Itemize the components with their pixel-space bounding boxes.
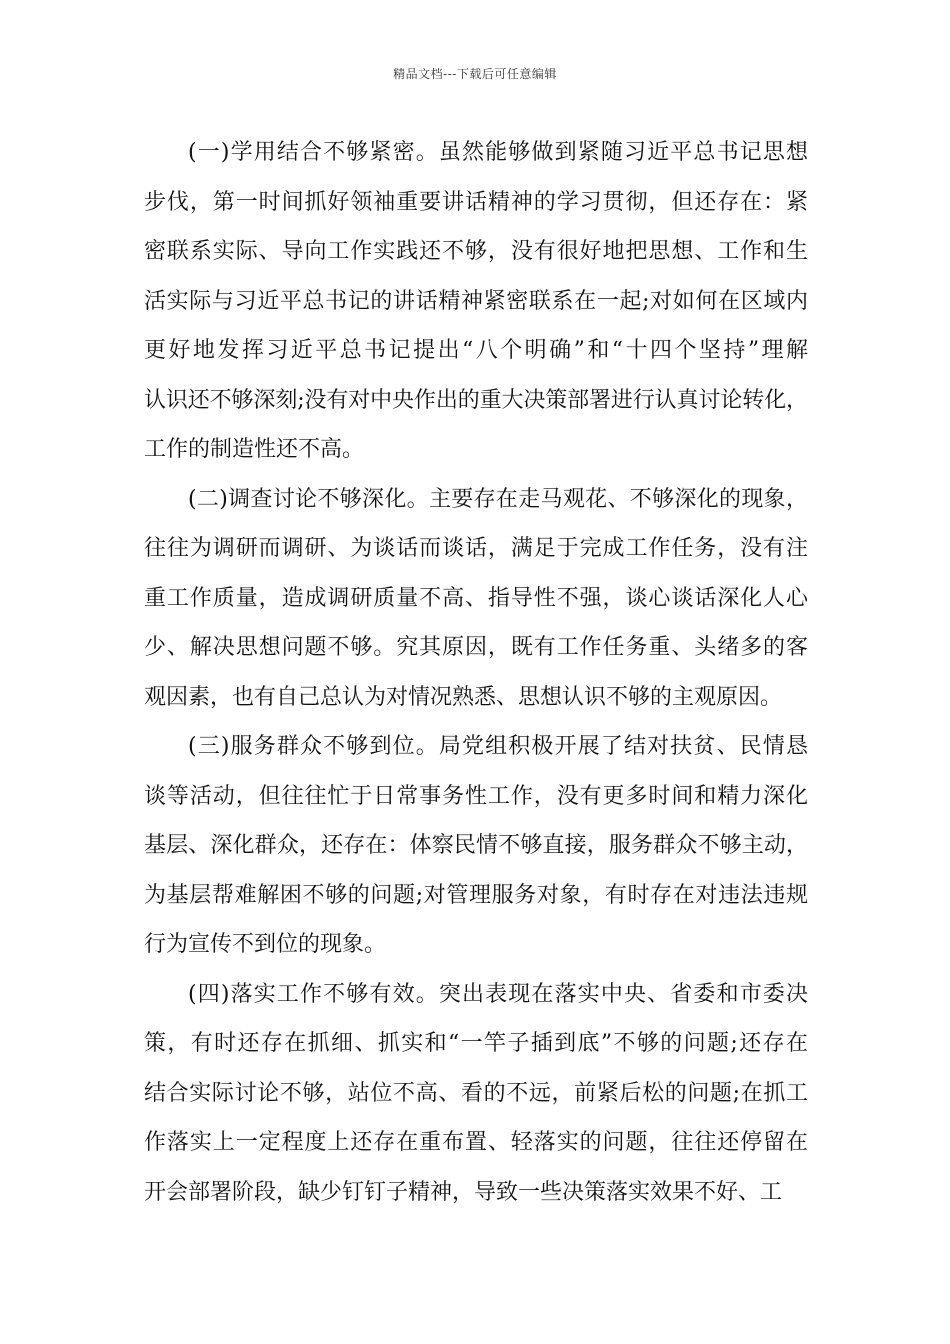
text-line: 往往为调研而调研、为谈话而谈话，满足于完成工作任务，没有注 xyxy=(144,536,809,561)
text-line: (四)落实工作不够有效。突出表现在落实中央、省委和市委决 xyxy=(188,981,810,1007)
paragraph-3 xyxy=(144,722,808,970)
text-line: 步伐，第一时间抓好领袖重要讲话精神的学习贯彻，但还存在：紧 xyxy=(144,189,809,215)
text-line: (三)服务群众不够到位。局党组积极开展了结对扶贫、民情恳 xyxy=(188,734,810,759)
paragraph-1 xyxy=(144,128,811,475)
text-line: 行为宣传不到位的现象。 xyxy=(144,932,387,957)
text-line: 活实际与习近平总书记的讲话精神紧密联系在一起;对如何在区域内 xyxy=(144,288,809,314)
text-line: 工作的制造性还不高。 xyxy=(144,437,365,462)
text-line: 少、解决思想问题不够。究其原因，既有工作任务重、头绪多的客 xyxy=(144,635,809,660)
text-line: (二)调查讨论不够深化。主要存在走马观花、不够深化的现象， xyxy=(188,486,809,512)
text-line: 开会部署阶段，缺少钉钉子精神，导致一些决策落实效果不好、工 xyxy=(144,1179,783,1205)
text-line: 重工作质量，造成调研质量不高、指导性不强，谈心谈话深化人心 xyxy=(144,585,809,611)
page-header: 精品文档---下载后可任意编辑 xyxy=(393,67,557,81)
document-body xyxy=(144,128,811,1217)
text-line: 密联系实际、导向工作实践还不够，没有很好地把思想、工作和生 xyxy=(144,239,809,264)
text-line: 作落实上一定程度上还存在重布置、轻落实的问题，往往还停留在 xyxy=(144,1130,809,1155)
text-line: 策，有时还存在抓细、抓实和“一竿子插到底”不够的问题;还存在 xyxy=(144,1031,810,1056)
text-line: 结合实际讨论不够，站位不高、看的不远，前紧后松的问题;在抓工 xyxy=(144,1080,809,1106)
text-line: 为基层帮难解困不够的问题;对管理服务对象，有时存在对违法违规 xyxy=(144,882,809,908)
text-line: 更好地发挥习近平总书记提出“八个明确”和“十四个坚持”理解 xyxy=(144,338,811,363)
text-line: (一)学用结合不够紧密。虽然能够做到紧随习近平总书记思想 xyxy=(188,140,810,165)
text-line: 认识还不够深刻;没有对中央作出的重大决策部署进行认真讨论转化， xyxy=(144,387,808,413)
paragraph-2 xyxy=(144,475,808,723)
text-line: 谈等活动，但往往忙于日常事务性工作，没有更多时间和精力深化 xyxy=(144,783,809,809)
text-line: 基层、深化群众，还存在：体察民情不够直接，服务群众不够主动， xyxy=(144,833,809,858)
text-line: 观因素，也有自己总认为对情况熟悉、思想认识不够的主观原因。 xyxy=(144,684,783,710)
paragraph-4 xyxy=(144,970,808,1218)
